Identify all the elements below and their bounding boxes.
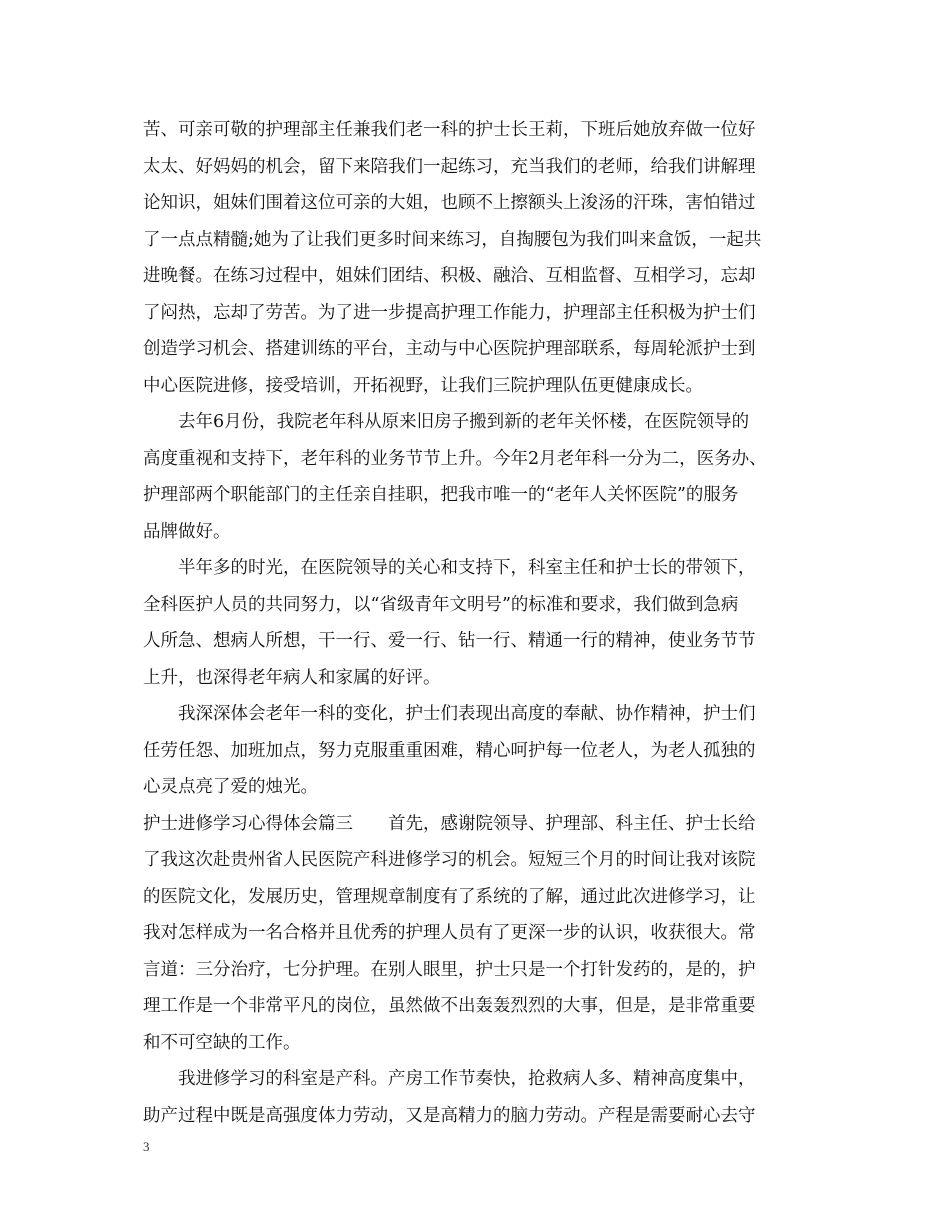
text-line: 我对怎样成为一名合格并且优秀的护理人员有了更深一步的认识，收获很大。常 xyxy=(143,923,756,943)
paragraph-start-line: 我进修学习的科室是产科。产房工作节奏快，抢救病人多、精神高度集中， xyxy=(178,1069,756,1089)
text-line: 论知识，姐妹们围着这位可亲的大姐，也顾不上擦额头上浚汤的汗珠，害怕错过 xyxy=(143,193,756,213)
text-line: 心灵点亮了爱的烛光。 xyxy=(143,777,318,797)
text-line: 的医院文化，发展历史，管理规章制度有了系统的了解，通过此次进修学习，让 xyxy=(143,886,756,907)
text-line: 中心医院进修，接受培训，开拓视野，让我们三院护理队伍更健康成长。 xyxy=(143,375,703,396)
body-text xyxy=(143,112,813,1134)
text-line: 了我这次赴贵州省人民医院产科进修学习的机会。短短三个月的时间让我对该院 xyxy=(143,850,756,870)
text-line: 助产过程中既是高强度体力劳动，又是高精力的脑力劳动。产程是需要耐心去守 xyxy=(143,1105,756,1126)
paragraph-start-line: 我深深体会老年一科的变化，护士们表现出高度的奉献、协作精神，护士们 xyxy=(178,704,756,724)
text-line: 全科医护人员的共同努力，以“省级青年文明号”的标准和要求，我们做到急病 xyxy=(143,594,739,615)
text-line: 了闷热，忘却了劳苦。为了进一步提高护理工作能力，护理部主任积极为护士们 xyxy=(143,302,756,323)
text-line: 任劳任怨、加班加点，努力克服重重困难，精心呵护每一位老人，为老人孤独的 xyxy=(143,740,756,761)
text-line: 高度重视和支持下，老年科的业务节节上升。今年2月老年科一分为二，医务办、 xyxy=(143,448,767,469)
page-number: 3 xyxy=(143,1139,150,1154)
section-heading-line: 护士进修学习心得体会篇三 首先，感谢院领导、护理部、科主任、护士长给 xyxy=(143,813,756,834)
text-line: 苦、可亲可敬的护理部主任兼我们老一科的护士长王莉，下班后她放弃做一位好 xyxy=(143,120,756,140)
text-line: 理工作是一个非常平凡的岗位，虽然做不出轰轰烈烈的大事，但是，是非常重要 xyxy=(143,996,756,1016)
text-line: 上升，也深得老年病人和家属的好评。 xyxy=(143,667,441,688)
text-line: 人所急、想病人所想，干一行、爱一行、钻一行、精通一行的精神，使业务节节 xyxy=(143,631,756,651)
text-line: 品牌做好。 xyxy=(143,521,231,542)
text-line: 进晚餐。在练习过程中，姐妹们团结、积极、融洽、互相监督、互相学习，忘却 xyxy=(143,266,756,286)
text-line: 言道：三分治疗，七分护理。在别人眼里，护士只是一个打针发药的，是的，护 xyxy=(143,959,756,980)
text-line: 太太、好妈妈的机会，留下来陪我们一起练习，充当我们的老师，给我们讲解理 xyxy=(143,156,756,177)
text-line: 和不可空缺的工作。 xyxy=(143,1032,301,1053)
paragraph-start-line: 半年多的时光，在医院领导的关心和支持下，科室主任和护士长的带领下， xyxy=(178,558,756,578)
text-line: 护理部两个职能部门的主任亲自挂职，把我市唯一的“老年人关怀医院”的服务 xyxy=(143,485,739,505)
text-line: 了一点点精髓;她为了让我们更多时间来练习，自掏腰包为我们叫来盒饭，一起共 xyxy=(143,229,762,250)
paragraph-start-line: 去年6月份，我院老年科从原来旧房子搬到新的老年关怀楼，在医院领导的 xyxy=(178,412,750,432)
text-line: 创造学习机会、搭建训练的平台，主动与中心医院护理部联系，每周轮派护士到 xyxy=(143,339,756,359)
